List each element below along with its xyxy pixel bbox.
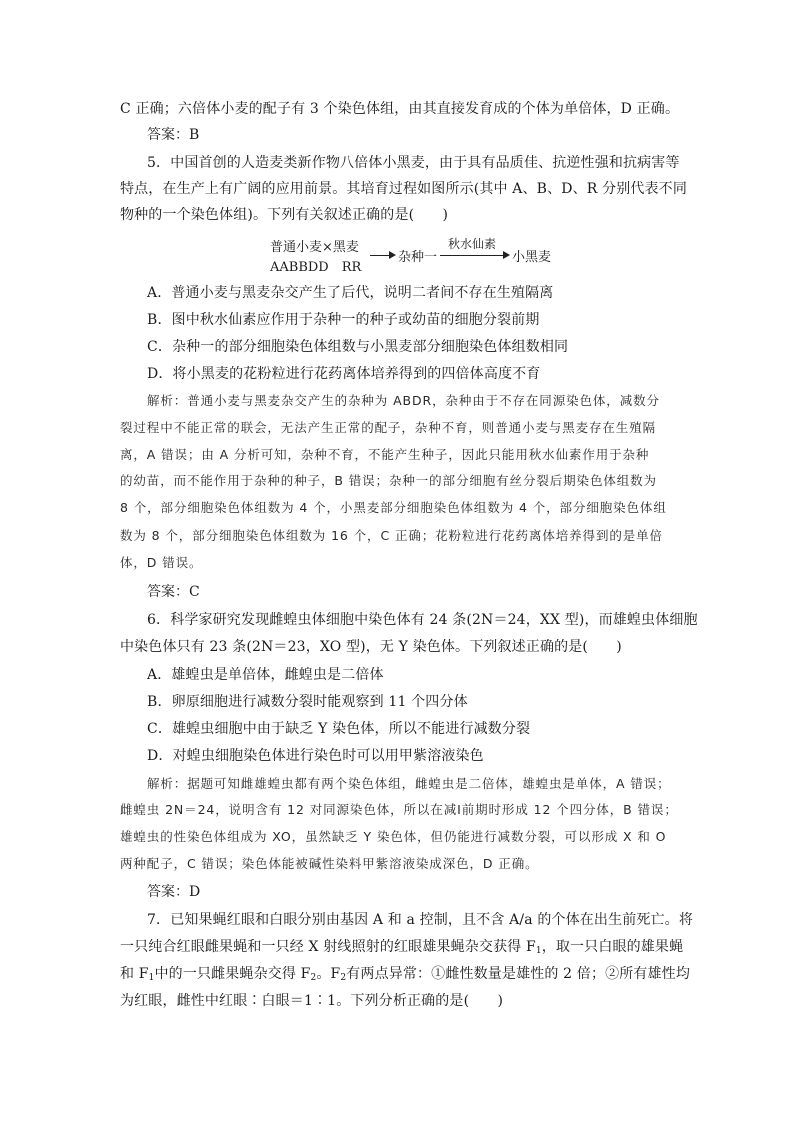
- arrow-2-head-icon: [503, 251, 510, 259]
- diagram-genotypes: AABBDD RR: [270, 260, 362, 275]
- question-6-line-1: 6．科学家研究发现雌蝗虫体细胞中染色体有 24 条(2N＝24，XX 型)，而雄蝗虫体细胞: [147, 612, 698, 628]
- breeding-diagram: [270, 236, 560, 276]
- diagram-product: 小黑麦: [512, 250, 552, 265]
- answer-line: 答案：D: [147, 884, 201, 900]
- answer-line: 答案：B: [147, 127, 200, 143]
- text-segment: ，取一只白眼的雄果蝇: [541, 939, 684, 955]
- question-7-line-1: 7．已知果蝇红眼和白眼分别由基因 A 和 a 控制，且不含 A/a 的个体在出生前死亡。将: [147, 912, 693, 928]
- text-segment: 中的一只雌果蝇杂交得 F: [154, 966, 311, 982]
- option-a: A．普通小麦与黑麦杂交产生了后代，说明二者间不存在生殖隔离: [147, 285, 554, 301]
- diagram-parents: 普通小麦×黑麦: [270, 240, 359, 255]
- diagram-hybrid: 杂种一: [398, 250, 438, 265]
- question-7-line-2: [120, 936, 683, 956]
- arrow-1-line: [370, 255, 390, 256]
- text-segment: 。F: [316, 966, 341, 982]
- text-segment: 一只纯合红眼雌果蝇和一只经 X 射线照射的红眼雄果蝇杂交获得 F: [120, 939, 536, 955]
- arrow-2-line: [440, 255, 504, 256]
- diagram-reagent: 秋水仙素: [448, 237, 497, 251]
- explanation-line: 数为 8 个，部分细胞染色体组数为 16 个，C 正确；花粉粒进行花药离体培养得到的是单倍: [120, 528, 663, 543]
- explanation-line: 裂过程中不能正常的联会，无法产生正常的配子，杂种不育，则普通小麦与黑麦存在生殖隔: [120, 420, 657, 435]
- explanation-line: 解析：普通小麦与黑麦杂交产生的杂种为 ABDR，杂种由于不存在同源染色体，减数分: [147, 393, 660, 408]
- subscript: 2: [340, 973, 347, 983]
- explanation-line: 的幼苗，而不能作用于杂种的种子，B 错误；杂种一的部分细胞有丝分裂后期染色体组数为: [120, 473, 657, 488]
- subscript: 2: [310, 973, 317, 983]
- question-5-line-3: 物种的一个染色体组)。下列有关叙述正确的是( ): [120, 207, 449, 223]
- explanation-line: 两种配子，C 错误；染色体能被碱性染料甲紫溶液染成深色，D 正确。: [120, 856, 539, 871]
- option-c: C．雄蝗虫细胞中由于缺乏 Y 染色体，所以不能进行减数分裂: [147, 721, 531, 737]
- question-5-line-2: 特点，在生产上有广阔的应用前景。其培育过程如图所示(其中 A、B、D、R 分别代表不同: [120, 181, 687, 197]
- arrow-1-head-icon: [389, 251, 396, 259]
- option-b: B．图中秋水仙素应作用于杂种一的种子或幼苗的细胞分裂前期: [147, 312, 540, 328]
- explanation-line: 体，D 错误。: [120, 555, 203, 570]
- explanation-line: 8 个，部分细胞染色体组数为 4 个，小黑麦部分细胞染色体组数为 4 个，部分细胞染色体组: [120, 500, 667, 515]
- subscript: 1: [148, 973, 155, 983]
- option-a: A．雄蝗虫是单倍体，雌蝗虫是二倍体: [147, 667, 384, 683]
- option-d: D．对蝗虫细胞染色体进行染色时可以用甲紫溶液染色: [147, 748, 484, 764]
- explanation-line: 雌蝗虫 2N＝24，说明含有 12 对同源染色体，所以在减Ⅰ前期时形成 12 个四分体，B 错误；: [120, 802, 678, 817]
- question-5-line-1: 5．中国首创的人造麦类新作物八倍体小黑麦，由于具有品质佳、抗逆性强和抗病害等: [147, 155, 680, 171]
- question-6-line-2: 中染色体只有 23 条(2N＝23，XO 型)，无 Y 染色体。下列叙述正确的是( ): [120, 639, 622, 655]
- option-b: B．卵原细胞进行减数分裂时能观察到 11 个四分体: [147, 694, 468, 710]
- explanation-line: 离，A 错误；由 A 分析可知，杂种不育，不能产生种子，因此只能用秋水仙素作用于杂种: [120, 447, 650, 462]
- text-line: C 正确；六倍体小麦的配子有 3 个染色体组，由其直接发育成的个体为单倍体，D 正确。: [120, 101, 680, 117]
- subscript: 1: [535, 946, 542, 956]
- answer-line: 答案：C: [147, 584, 200, 600]
- text-segment: 和 F: [120, 966, 149, 982]
- question-7-line-4: 为红眼，雌性中红眼∶白眼＝1∶1。下列分析正确的是( ): [120, 993, 504, 1009]
- explanation-line: 雄蝗虫的性染色体组成为 XO，虽然缺乏 Y 染色体，但仍能进行减数分裂，可以形成 X 和 O: [120, 829, 667, 844]
- option-c: C．杂种一的部分细胞染色体组数与小黑麦部分细胞染色体组数相同: [147, 339, 569, 355]
- text-segment: 有两点异常：①雌性数量是雄性的 2 倍；②所有雄性均: [346, 966, 690, 982]
- explanation-line: 解析：据题可知雌雄蝗虫都有两个染色体组，雌蝗虫是二倍体，雄蝗虫是单体，A 错误；: [147, 776, 671, 791]
- option-d: D．将小黑麦的花粉粒进行花药离体培养得到的四倍体高度不育: [147, 366, 541, 382]
- question-7-line-3: [120, 963, 690, 983]
